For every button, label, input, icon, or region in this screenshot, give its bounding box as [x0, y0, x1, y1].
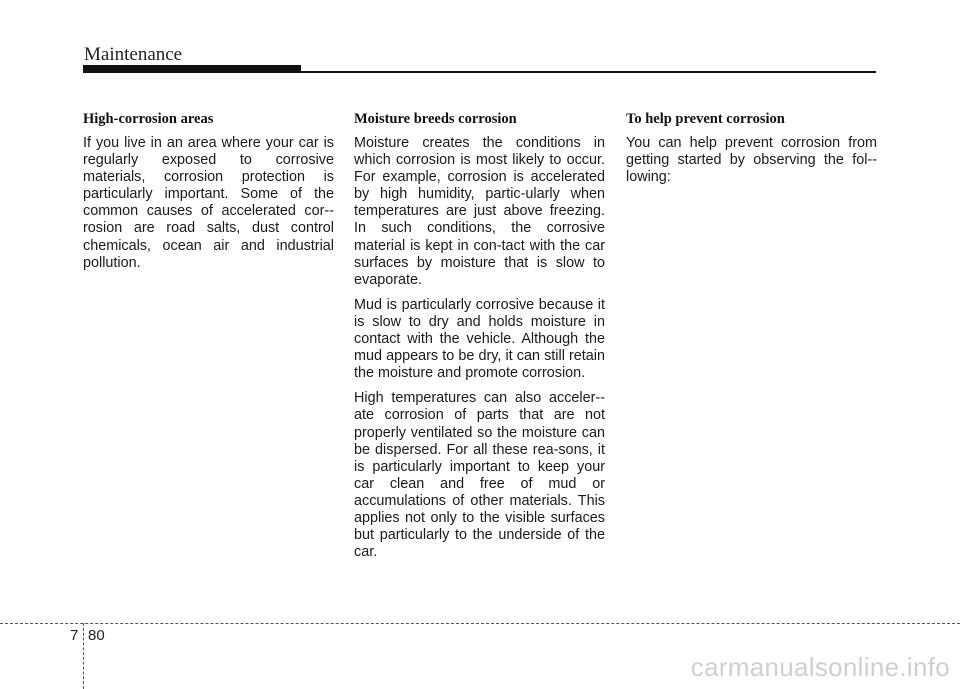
column-high-corrosion-areas — [83, 110, 334, 280]
column-help-prevent-corrosion — [626, 110, 877, 194]
footer-page-number: 80 — [88, 627, 105, 644]
section-heading-moisture-breeds-corrosion: Moisture breeds corrosion — [354, 111, 517, 127]
paragraph-mud-corrosive: Mud is particularly corrosive because it is slow to dry and holds moisture in contact with the vehicle. Although the mud appears to be dry, it can still retain the moisture and promote corrosion. — [354, 296, 605, 382]
footer-chapter-number: 7 — [70, 627, 79, 644]
paragraph-high-corrosion-areas: If you live in an area where your car is regularly exposed to corrosive materials, corrosion protection is particularly important. Some of the common causes of accelerated cor-rosion are road salts, dust control chemicals, ocean air and industrial pollution. — [83, 135, 334, 271]
section-heading-help-prevent-corrosion: To help prevent corrosion — [626, 111, 785, 127]
column-moisture-breeds-corrosion — [354, 110, 605, 569]
page-header-title: Maintenance — [84, 44, 183, 65]
footer-vertical-dashed-rule — [83, 623, 84, 689]
footer-dashed-rule — [0, 623, 960, 624]
paragraph-high-temperatures: High temperatures can also acceler-ate corrosion of parts that are not properly ventilated so the moisture can be dispersed. For all these rea-sons, it is particularly important to keep your car clean and free of mud or accumulations of other materials. This applies not only to the visible surfaces but particularly to the underside of the car. — [354, 390, 605, 561]
paragraph-moisture-conditions: Moisture creates the conditions in which corrosion is most likely to occur. For example, corrosion is accelerated by high humidity, partic-ularly when temperatures are just above freezing. In such conditions, the corrosive material is kept in con-tact with the car surfaces by moisture that is slow to evaporate. — [354, 135, 605, 288]
section-heading-high-corrosion-areas: High-corrosion areas — [83, 111, 214, 127]
header-rule-thin — [83, 71, 876, 73]
watermark-text: carmanualsonline.info — [690, 652, 950, 682]
paragraph-help-prevent-corrosion: You can help prevent corrosion from getting started by observing the fol-lowing: — [626, 135, 877, 186]
